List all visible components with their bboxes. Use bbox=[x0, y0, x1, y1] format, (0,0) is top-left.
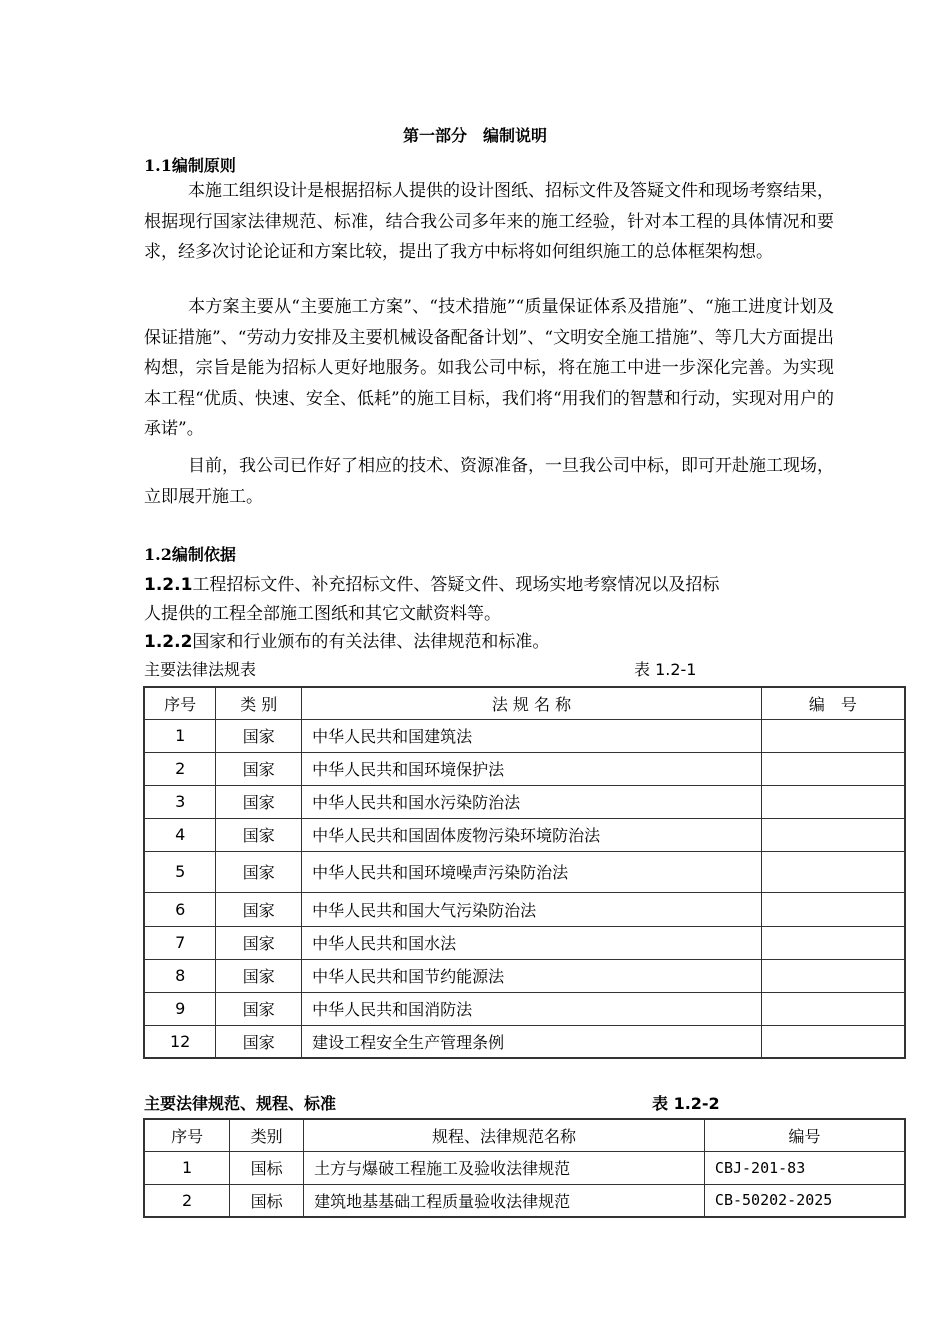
item-1-2-1-line1: 工程招标文件、补充招标文件、答疑文件、现场实地考察情况以及招标 bbox=[192, 575, 720, 595]
cell-code bbox=[761, 992, 905, 1025]
cell-code: CB-50202-2025 bbox=[704, 1184, 905, 1217]
cell-category: 国家 bbox=[216, 752, 302, 785]
cell-standard-name: 土方与爆破工程施工及验收法律规范 bbox=[304, 1151, 705, 1184]
cell-code: CBJ-201-83 bbox=[704, 1151, 905, 1184]
cell-code bbox=[761, 818, 905, 851]
cell-index: 2 bbox=[144, 1184, 230, 1217]
cell-index: 4 bbox=[144, 818, 216, 851]
item-1-2-2-text: 国家和行业颁布的有关法律、法律规范和标准。 bbox=[192, 632, 550, 652]
cell-law-name: 中华人民共和国建筑法 bbox=[302, 719, 762, 752]
cell-code bbox=[761, 752, 905, 785]
cell-index: 1 bbox=[144, 719, 216, 752]
cell-category: 国家 bbox=[216, 851, 302, 892]
header-category: 类 别 bbox=[216, 687, 302, 719]
cell-index: 6 bbox=[144, 892, 216, 926]
cell-index: 3 bbox=[144, 785, 216, 818]
table-header-row bbox=[144, 687, 905, 719]
item-1-2-1-number: 1.2.1 bbox=[144, 575, 193, 595]
cell-category: 国家 bbox=[216, 992, 302, 1025]
table2-number: 表 1.2-2 bbox=[652, 1094, 720, 1113]
cell-law-name: 建设工程安全生产管理条例 bbox=[302, 1025, 762, 1058]
section-heading-1-2: 1.2编制依据 bbox=[144, 545, 236, 564]
cell-index: 12 bbox=[144, 1025, 216, 1058]
header-index: 序号 bbox=[144, 1119, 230, 1151]
cell-index: 5 bbox=[144, 851, 216, 892]
cell-category: 国标 bbox=[230, 1151, 304, 1184]
table-row bbox=[144, 1184, 905, 1217]
standards-table bbox=[143, 1118, 906, 1218]
header-code: 编号 bbox=[704, 1119, 905, 1151]
paragraph-3-text: 目前，我公司已作好了相应的技术、资源准备，一旦我公司中标，即可开赴施工现场，立即展开施工。 bbox=[144, 456, 834, 507]
cell-code bbox=[761, 785, 905, 818]
cell-law-name: 中华人民共和国节约能源法 bbox=[302, 959, 762, 992]
header-code: 编 号 bbox=[761, 687, 905, 719]
header-category: 类别 bbox=[230, 1119, 304, 1151]
item-1-2-1 bbox=[144, 570, 719, 595]
cell-law-name: 中华人民共和国固体废物污染环境防治法 bbox=[302, 818, 762, 851]
cell-category: 国家 bbox=[216, 892, 302, 926]
cell-index: 8 bbox=[144, 959, 216, 992]
cell-category: 国家 bbox=[216, 818, 302, 851]
page-title: 第一部分 编制说明 bbox=[402, 126, 547, 145]
cell-index: 7 bbox=[144, 926, 216, 959]
paragraph-1 bbox=[144, 176, 834, 268]
cell-code bbox=[761, 719, 905, 752]
paragraph-2 bbox=[144, 292, 834, 445]
cell-index: 2 bbox=[144, 752, 216, 785]
table-row bbox=[144, 752, 905, 785]
table-row bbox=[144, 785, 905, 818]
cell-category: 国家 bbox=[216, 785, 302, 818]
cell-law-name: 中华人民共和国水法 bbox=[302, 926, 762, 959]
header-index: 序号 bbox=[144, 687, 216, 719]
cell-law-name: 中华人民共和国环境保护法 bbox=[302, 752, 762, 785]
laws-table bbox=[143, 686, 906, 1059]
item-1-2-1-line2: 人提供的工程全部施工图纸和其它文献资料等。 bbox=[144, 604, 501, 624]
paragraph-2-text: 本方案主要从“主要施工方案”、“技术措施”“质量保证体系及措施”、“施工进度计划及保证措施”、“劳动力安排及主要机械设备配备计划”、“文明安全施工措施”、等几大方面提出构想，宗旨是能为招标人更好地服务。如我公司中标，将在施工中进一步深化完善。为实现本工程“优质、快速、安全、低耗”的施工目标，我们将“用我们的智慧和行动，实现对用户的承诺”。 bbox=[144, 297, 834, 439]
table-row bbox=[144, 892, 905, 926]
cell-category: 国家 bbox=[216, 959, 302, 992]
table2-caption: 主要法律规范、规程、标准 bbox=[144, 1094, 337, 1113]
table-row bbox=[144, 992, 905, 1025]
cell-law-name: 中华人民共和国消防法 bbox=[302, 992, 762, 1025]
header-standard-name: 规程、法律规范名称 bbox=[304, 1119, 705, 1151]
cell-standard-name: 建筑地基基础工程质量验收法律规范 bbox=[304, 1184, 705, 1217]
cell-code bbox=[761, 926, 905, 959]
table-header-row bbox=[144, 1119, 905, 1151]
cell-category: 国标 bbox=[230, 1184, 304, 1217]
table-row bbox=[144, 959, 905, 992]
cell-law-name: 中华人民共和国大气污染防治法 bbox=[302, 892, 762, 926]
cell-code bbox=[761, 959, 905, 992]
section-heading-1-1: 1.1编制原则 bbox=[144, 156, 236, 175]
item-1-2-2-number: 1.2.2 bbox=[144, 632, 193, 652]
cell-code bbox=[761, 851, 905, 892]
header-law-name: 法 规 名 称 bbox=[302, 687, 762, 719]
cell-category: 国家 bbox=[216, 926, 302, 959]
table-row bbox=[144, 818, 905, 851]
paragraph-3 bbox=[144, 451, 834, 512]
cell-category: 国家 bbox=[216, 1025, 302, 1058]
table-row bbox=[144, 1151, 905, 1184]
cell-code bbox=[761, 1025, 905, 1058]
table-row bbox=[144, 719, 905, 752]
table-row bbox=[144, 851, 905, 892]
cell-index: 1 bbox=[144, 1151, 230, 1184]
cell-law-name: 中华人民共和国环境噪声污染防治法 bbox=[302, 851, 762, 892]
cell-code bbox=[761, 892, 905, 926]
table-row bbox=[144, 1025, 905, 1058]
table1-caption: 主要法律法规表 bbox=[144, 660, 257, 679]
cell-law-name: 中华人民共和国水污染防治法 bbox=[302, 785, 762, 818]
cell-index: 9 bbox=[144, 992, 216, 1025]
paragraph-1-text: 本施工组织设计是根据招标人提供的设计图纸、招标文件及答疑文件和现场考察结果，根据现行国家法律规范、标准，结合我公司多年来的施工经验，针对本工程的具体情况和要求，经多次讨论论证和方案比较，提出了我方中标将如何组织施工的总体框架构想。 bbox=[144, 181, 834, 262]
cell-category: 国家 bbox=[216, 719, 302, 752]
table-row bbox=[144, 926, 905, 959]
item-1-2-2 bbox=[144, 627, 549, 652]
table1-number: 表 1.2-1 bbox=[634, 660, 697, 679]
